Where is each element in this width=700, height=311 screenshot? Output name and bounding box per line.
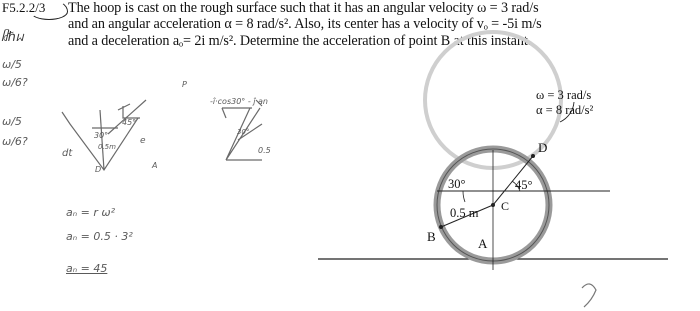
sketch-label-d: D — [95, 165, 102, 174]
sketch-label-dt: dt — [62, 148, 73, 159]
point-a-label: A — [478, 236, 488, 251]
problem-text-line-1: The hoop is cast on the rough surface such that it has an angular velocity ω = 3 rad/s — [68, 0, 539, 16]
margin-note-4: ω/6? — [2, 135, 28, 148]
alpha-label: α = 8 rad/s² — [536, 103, 594, 117]
sketch-label-05: 0.5 — [258, 146, 271, 155]
margin-note-2: ω/6? — [2, 76, 28, 89]
sketch-label-30b: 30° — [237, 128, 250, 136]
problem-text-line-3: and a deceleration aₒ= 2i m/s². Determine the acceleration of point B at this instant. — [68, 33, 532, 49]
sketch-label-p: P — [182, 80, 187, 89]
problem-text-line-2: and an angular acceleration α = 8 rad/s². Also, its center has a velocity of vₒ = -5i m/s — [68, 16, 542, 32]
angle-45-label: 45° — [515, 178, 533, 192]
point-b-label: B — [427, 229, 436, 244]
problem-number: F5.2.2/3 — [2, 0, 46, 15]
sketch-angle-45: 45° — [122, 118, 137, 127]
margin-scribble: ᥤℏᥕ — [1, 30, 24, 45]
handwritten-equation-2: aₙ = 0.5 · 3² — [66, 230, 133, 243]
handwritten-equation-3: aₙ = 45 — [66, 262, 108, 275]
margin-note-1: ω/5 — [2, 58, 22, 71]
angle-30-label: 30° — [448, 177, 466, 191]
omega-label: ω = 3 rad/s — [536, 88, 592, 102]
sketch-angle-30: 30° — [94, 131, 109, 140]
margin-note-3: ω/5 — [2, 115, 22, 128]
point-d-label: D — [538, 140, 548, 155]
sketch-label-a: A — [152, 161, 158, 170]
sketch-equation-cos: -î·cos30° - ĵ an — [210, 97, 269, 106]
radius-label: 0.5 m — [450, 206, 479, 220]
sketch-radius: 0.5m — [98, 143, 116, 151]
handwritten-equation-1: aₙ = r ω² — [66, 206, 115, 219]
point-c-label: C — [501, 199, 510, 213]
sketch-label-e: e — [140, 136, 146, 146]
